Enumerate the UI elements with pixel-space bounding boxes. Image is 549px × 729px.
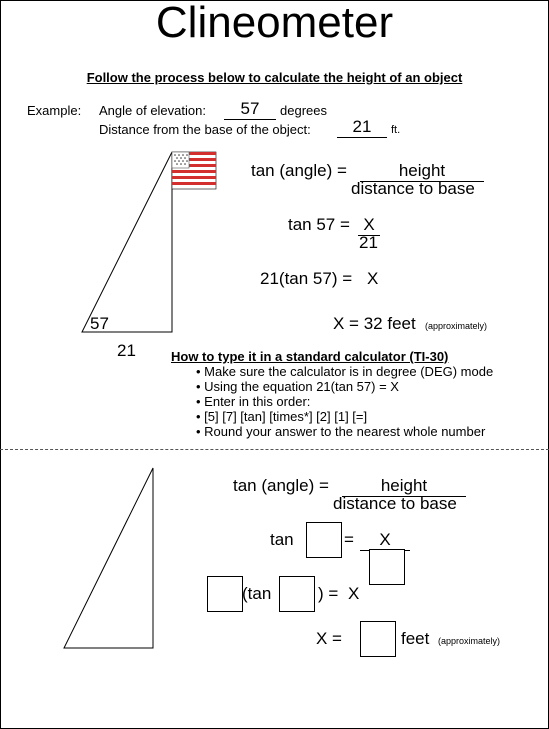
distance-value: 21 [337,117,387,138]
page-title: Clineometer [155,0,394,47]
eq4b-approx: (approximately) [438,636,501,646]
eq3b-close: ) = [318,584,339,603]
example-label: Example: [27,103,82,118]
eq1b-denominator: distance to base [333,494,457,513]
list-item: • Enter in this order: [196,394,311,409]
eq2-denominator: 21 [359,233,378,252]
angle-input-box[interactable] [306,522,342,558]
eq1-numerator: height [360,161,484,182]
eq4b-feet: feet [401,629,430,648]
distance-multiplier-box[interactable] [207,576,243,612]
angle-value: 57 [224,99,276,120]
distance-input-box[interactable] [369,549,405,585]
triangle-angle-label: 57 [90,314,109,333]
eq3b-x: X [348,584,360,603]
angle-input-box-2[interactable] [279,576,315,612]
eq2b-numerator: X [360,530,410,551]
top-triangle [82,152,172,332]
list-item: • Using the equation 21(tan 57) = X [196,379,399,394]
answer-input-box[interactable] [360,621,396,657]
eq1-lhs: tan (angle) = [251,161,347,180]
calculator-heading: How to type it in a standard calculator (TI-30) [171,349,449,364]
eq2b-tan: tan [270,530,294,549]
eq1b-lhs: tan (angle) = [233,476,329,495]
list-item: • Make sure the calculator is in degree (DEG) mode [196,364,494,379]
eq3-lhs: 21(tan 57) = [260,269,353,288]
list-item: • Round your answer to the nearest whole number [196,424,486,439]
result-approx: (approximately) [425,321,488,331]
eq2-numerator: X [358,215,380,236]
eq3-rhs: X [367,269,379,288]
calculator-list [196,364,493,439]
section-divider [0,449,549,450]
eq2b-equals: = [344,530,354,549]
eq4b-lhs: X = [316,629,342,648]
flag-icon [172,152,216,189]
eq1-denominator: distance to base [351,179,475,198]
distance-unit: ft. [391,124,401,136]
bottom-triangle [64,468,153,648]
eq2-lhs: tan 57 = [288,215,350,234]
list-item: • [5] [7] [tan] [times*] [2] [1] [=] [196,409,368,424]
angle-unit: degrees [280,103,327,118]
subtitle: Follow the process below to calculate the height of an object [86,70,463,85]
eq3b-tan: (tan [242,584,272,603]
eq1b-numerator: height [342,476,466,497]
triangle-base-label: 21 [117,341,136,360]
angle-label: Angle of elevation: [99,103,206,118]
result-text: X = 32 feet [333,314,416,333]
distance-label: Distance from the base of the object: [99,122,311,137]
